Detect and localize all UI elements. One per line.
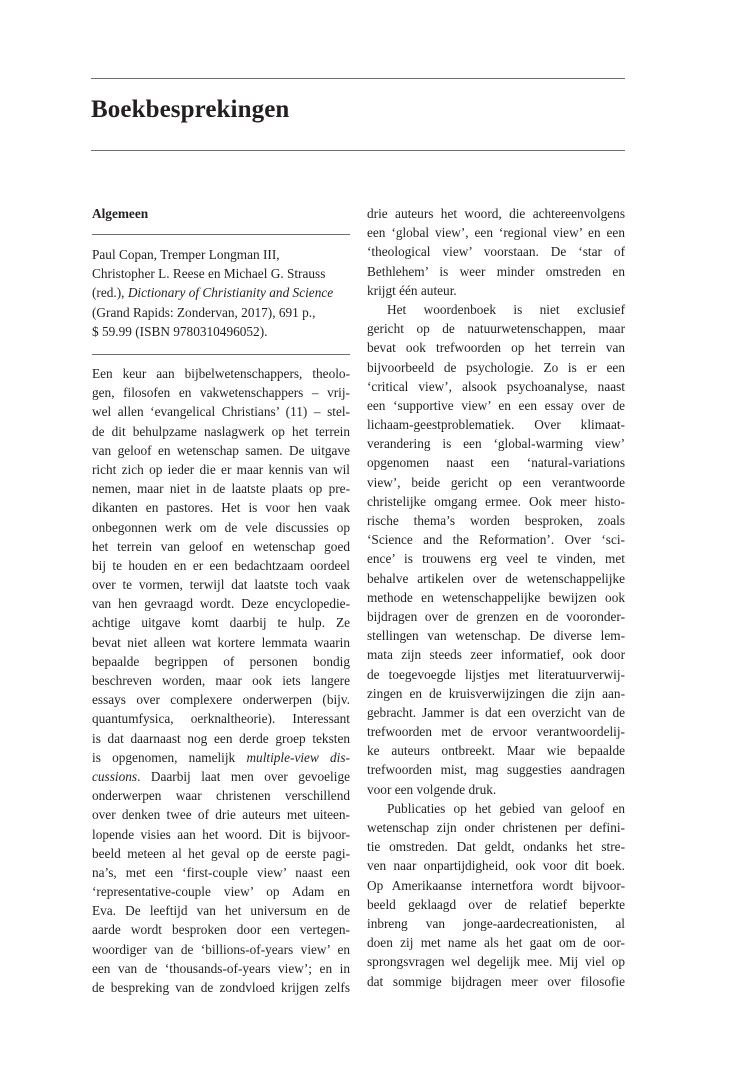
text-line-italic [92, 748, 350, 767]
text-line: gen, filosofen en vakwetenschappers – vrij- [92, 385, 350, 401]
text-line: woordiger van de ‘billions-of-years view’ en [92, 941, 350, 957]
text-line: de toegevoegde lijstjes met literatuurverwij- [367, 666, 625, 682]
text-line: Bethlehem’ is weer minder omstreden en [367, 263, 625, 279]
text-line: ke auteurs ontbreekt. Maar wie bepaalde [367, 743, 625, 759]
text-line: gericht op de natuurwetenschappen, maar [367, 321, 625, 337]
text-line: ‘representative-couple view’ op Adam en [92, 884, 350, 900]
text-line: onderwerpen waar christenen verschillend [92, 788, 350, 804]
text-line: ‘Science and the Reformation’. Over ‘sci- [367, 532, 625, 548]
text-line: bepaalde begrippen of personen bondig [92, 653, 350, 669]
review-paragraph-3 [367, 799, 625, 991]
text-line: lopende visies aan het woord. Dit is bijvoor- [92, 826, 350, 842]
title-rule [91, 150, 625, 151]
text-line: aarde wordt besproken door een vertegen- [92, 922, 350, 938]
text-line-italic [92, 767, 350, 786]
text-line: opgenomen naast een ‘natural-variations [367, 455, 625, 471]
text-line: inbreng van jonge-aardecreationisten, al [367, 915, 625, 931]
text-line: bevat niet alleen wat kortere lemmata waarin [92, 634, 350, 650]
text-line: mata zijn steeds zeer informatief, ook door [367, 647, 625, 663]
text-line: beeld meteen al het geval op de eerste pagi- [92, 845, 350, 861]
text-line: de dit behulpzame naslagwerk op het terrein [92, 423, 350, 439]
text-line: verandering is een ‘global-warming view’ [367, 436, 625, 452]
text-line: tie omstreden. Dat geldt, ondanks het stre- [367, 839, 625, 855]
text-line: behalve artikelen over de wetenschappelijke [367, 570, 625, 586]
text-line: beschreven worden, maar ook iets langere [92, 673, 350, 689]
bibliography-editors: (red.), [92, 285, 128, 301]
text-line: over te vormen, terwijl dat laatste toch vaak [92, 577, 350, 593]
review-paragraph-2 [367, 300, 625, 799]
left-column [92, 204, 350, 997]
text-line: van hen gevraagd wordt. Deze encyclopedie- [92, 596, 350, 612]
text-line: bij te houden en er een bedachtzaam oordeel [92, 557, 350, 573]
bibliography-authors: Paul Copan, Tremper Longman III, [92, 247, 280, 262]
text-line: onbegonnen werk om de vele discussies op [92, 519, 350, 535]
text-line: na’s, met een ‘first-couple view’ naast een [92, 864, 350, 880]
text-line: drie auteurs het woord, die achtereenvolgens [367, 206, 625, 221]
text-line: dat sommige bijdragen meer over filosofie [367, 973, 625, 989]
text-line: view’, beide gericht op een verantwoorde [367, 474, 625, 490]
italic-term: multiple-view dis- [246, 749, 350, 765]
text-line: krijgt één auteur. [367, 282, 457, 298]
text-line: ‘critical view’, alsook psychoanalyse, naast [367, 378, 625, 394]
text-line: het terrein van geloof en wetenschap goed [92, 538, 350, 554]
review-paragraph-1 [367, 204, 625, 300]
text-line: beeld geklaagd over de relatief beperkte [367, 896, 625, 912]
text-line: voor een volgende druk. [367, 781, 497, 797]
text-line: achtige uitgave komt daarbij te hulp. Ze [92, 615, 350, 631]
text-line: methode en wetenschappelijke bewijzen ook [367, 589, 625, 605]
text-line: een van de ‘thousands-of-years view’; en in [92, 960, 350, 976]
text-line: richt zich op ieder die er maar kennis van wil [92, 461, 350, 477]
text-line: over denken twee of drie auteurs met uiteen- [92, 807, 350, 823]
text-line: van geloof en wetenschap samen. De uitgave [92, 442, 350, 458]
review-body-left [92, 364, 350, 997]
text-line: essays over complexere onderwerpen (bijv. [92, 692, 350, 708]
text-line: trefwoorden mist, mag suggesties aandragen [367, 762, 625, 778]
text-line: ven naar onpartijdigheid, ook voor dit boek. [367, 858, 625, 874]
top-rule [91, 78, 625, 79]
text-line: een ‘global view’, een ‘regional view’ en een [367, 225, 625, 241]
text-line: Het woordenboek is niet exclusief [387, 301, 625, 317]
text-line: bijvoorbeeld de psychologie. Zo is er een [367, 359, 625, 375]
bibliography-publisher: (Grand Rapids: Zondervan, 2017), 691 p., [92, 304, 316, 320]
text-line: zingen en de kruisverwijzingen die zijn aan- [367, 685, 625, 701]
text-line: Publicaties op het gebied van geloof en [387, 800, 625, 816]
text-fragment: . Daarbij laat men over gevoelige [137, 768, 350, 784]
text-line: stellingen van wetenschap. De diverse lem- [367, 628, 625, 644]
text-line: Op Amerikaanse internetfora wordt bijvoor- [367, 877, 625, 893]
text-line: bijdragen over de grenzen en de vooronder- [367, 608, 625, 624]
text-line: lichaam-geestproblematiek. Over klimaat- [367, 417, 625, 433]
bibliography-book-title: Dictionary of Christianity and Science [127, 285, 334, 301]
bibliography [92, 235, 350, 349]
text-line: trefwoorden met de ervoor verantwoordelij- [367, 724, 625, 740]
section-heading: Algemeen [92, 206, 149, 221]
text-line: ence’ is trouwens erg veel te vinden, met [367, 551, 625, 567]
text-fragment: is opgenomen, namelijk [92, 749, 247, 765]
text-line: Eva. De leeftijd van het universum en de [92, 903, 350, 919]
text-line: wel allen ‘evangelical Christians’ (11) – stel- [92, 404, 350, 420]
text-line: nemen, maar niet in de laatste plaats op pre- [92, 481, 350, 497]
italic-term: cussions [92, 768, 138, 784]
text-line: de bespreking van de zondvloed krijgen zelfs [92, 980, 350, 996]
text-line: doen zij met name als het gaat om de oor- [367, 935, 625, 951]
text-line: sprongsvragen wel degelijk mee. Mij viel op [367, 954, 625, 970]
bibliography-divider [92, 354, 350, 355]
text-line: Een keur aan bijbelwetenschappers, theolo- [92, 366, 350, 382]
bibliography-price: $ 59.99 (ISBN 9780310496052). [92, 323, 268, 339]
right-column [367, 204, 625, 991]
text-line: is dat daarnaast nog een derde groep teksten [92, 730, 350, 746]
text-line: dikanten en pastores. Het is voor hen vaak [92, 500, 350, 516]
text-line: gebracht. Jammer is dat een overzicht van de [367, 704, 625, 720]
page-title: Boekbesprekingen [91, 96, 290, 123]
bibliography-title-line [92, 283, 350, 302]
text-line: quantumfysica, oerknaltheorie). Interessant [92, 711, 350, 727]
text-line: rische thema’s worden besproken, zoals [367, 513, 625, 528]
bibliography-authors-cont: Christopher L. Reese en Michael G. Strauss [92, 266, 326, 282]
text-line: een ‘supportive view’ en een essay over de [367, 397, 625, 413]
text-line: christelijke omgang ermee. Ook meer histo- [367, 493, 625, 509]
text-line: ‘theological view’ voorstaan. De ‘star of [367, 244, 625, 260]
text-line: bevat ook trefwoorden op het terrein van [367, 340, 625, 356]
text-line: wetenschap zijn onder christenen per defini- [367, 820, 625, 835]
